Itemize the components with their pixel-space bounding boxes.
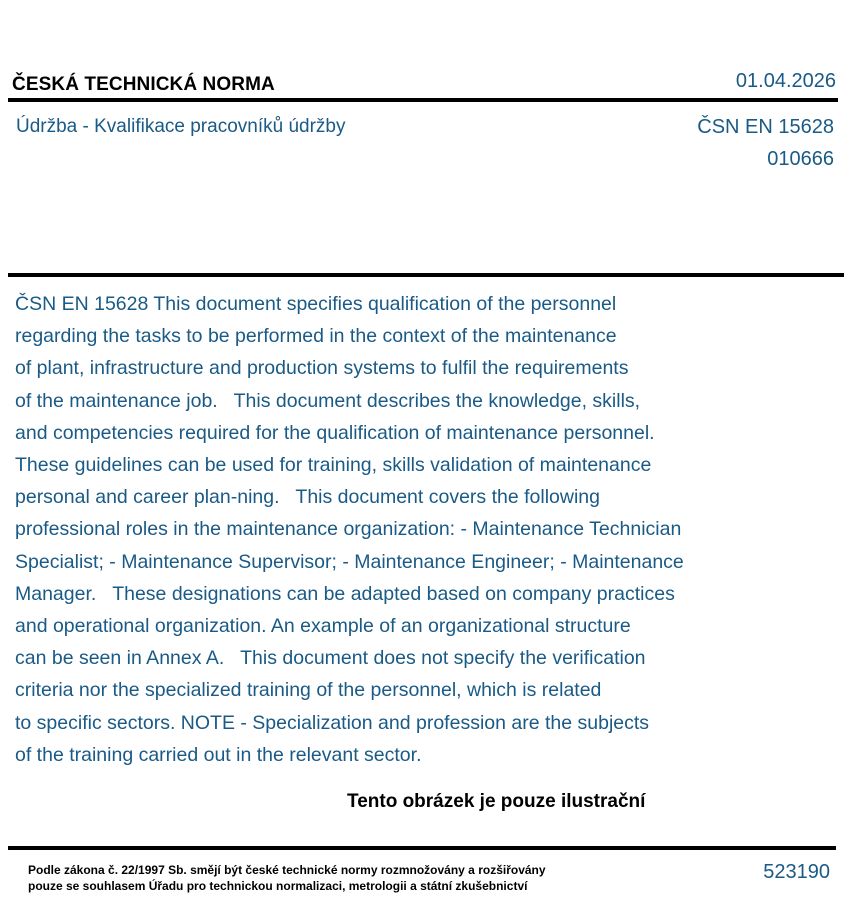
norm-code: ČSN EN 15628 [697, 116, 834, 138]
norm-abstract: ČSN EN 15628 This document specifies qualification of the personnel regarding the tasks to be performed in the context of the maintenance of plant, infrastructure and production systems to fulfil the requirements of the maintenance job. This document describes the knowledge, skills, and competencies required for the qualification of maintenance personnel. These guidelines can be used for training, skills validation of maintenance personal and career plan-ning. This document covers the following professional roles in the maintenance organization: - Maintenance Technician Specialist; - Maintenance Supervisor; - Maintenance Engineer; - Maintenance Manager. These designations can be adapted based on company practices and operational organization. An example of an organizational structure can be seen in Annex A. This document does not specify the verification criteria nor the specialized training of the personnel, which is related to specific sectors. NOTE - Specialization and profession are the subjects of the training carried out in the relevant sector. [15, 293, 684, 766]
norma-title: ČESKÁ TECHNICKÁ NORMA [12, 74, 275, 95]
publication-date: 01.04.2026 [735, 70, 836, 92]
section-divider [8, 273, 844, 277]
header-divider [8, 98, 838, 102]
norm-subtitle: Údržba - Kvalifikace pracovníků údržby [16, 116, 346, 137]
classification-code: 010666 [767, 148, 834, 170]
illustration-note: Tento obrázek je pouze ilustrační [347, 791, 646, 812]
footer-divider [8, 846, 836, 850]
footer-legal-text: Podle zákona č. 22/1997 Sb. smějí být české technické normy rozmnožovány a rozšiřovány pouze se souhlasem Úřadu pro technickou normalizaci, metrologii a státní zkušebnictví [28, 863, 546, 893]
document-number: 523190 [763, 861, 830, 883]
